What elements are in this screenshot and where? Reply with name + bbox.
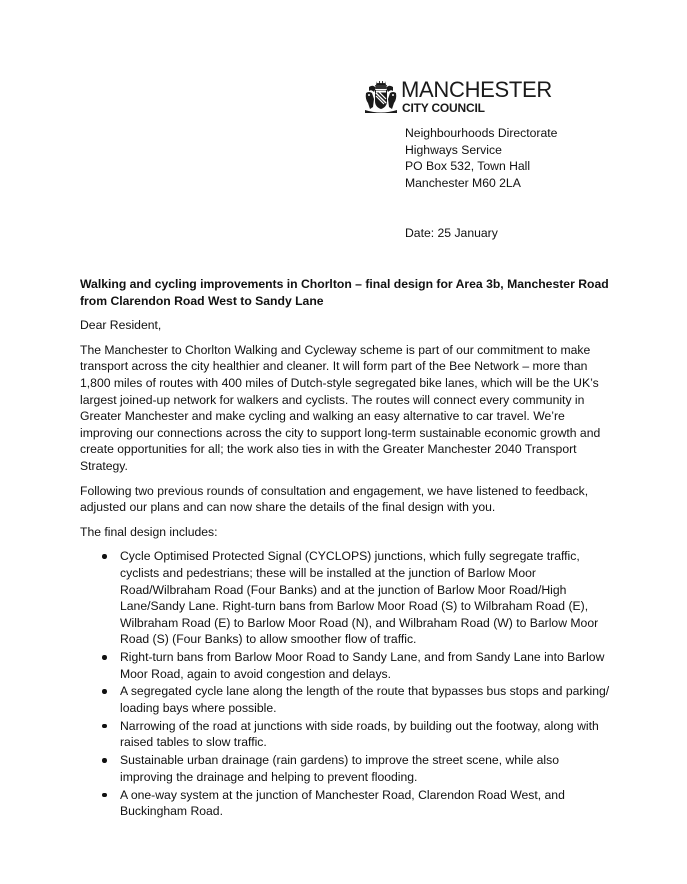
list-item-text: Right-turn bans from Barlow Moor Road to Sandy Lane, and from Sandy Lane into Barlow Moor Road, again to avoid congestion and delays. (120, 650, 605, 681)
letter-body (80, 276, 612, 821)
coat-of-arms-crest-icon (363, 79, 399, 115)
list-item (80, 649, 612, 682)
list-item-text: Cycle Optimised Protected Signal (CYCLOPS) junctions, which fully segregate traffic, cyclists and pedestrians; these will be installed at the junction of Barlow Moor Road/Wilbraham Road (Four Banks) and at the junction of Barlow Moor Road/High Lane/Sandy Lane. Right-turn bans from Barlow Moor Road (S) to Wilbraham Road (E), Wilbraham Road (E) to Barlow Moor Road (N), and Wilbraham Road (W) to Barlow Moor Road (S) (Four Banks) to allow smoother flow of traffic. (120, 549, 599, 647)
address-line-city-postcode: Manchester M60 2LA (405, 175, 521, 190)
address-line-service: Highways Service (405, 142, 502, 157)
council-logo (363, 77, 553, 118)
bullet-icon (102, 689, 107, 694)
address-line-directorate: Neighbourhoods Directorate (405, 126, 558, 140)
paragraph-consultation: Following two previous rounds of consultation and engagement, we have listened to feedback, adjusted our plans and can now share the details of the final design with you. (80, 483, 589, 515)
list-item-text: Narrowing of the road at junctions with side roads, by building out the footway, along with raised tables to slow traffic. (120, 718, 599, 750)
bullet-icon (102, 655, 107, 660)
list-item-text: Sustainable urban drainage (rain gardens) to improve the street scene, while also improving the drainage and helping to prevent flooding. (120, 753, 559, 784)
list-item (80, 787, 612, 820)
list-item (80, 548, 612, 648)
design-features-list (80, 548, 612, 819)
list-item-text: A segregated cycle lane along the length of the route that bypasses bus stops and parking/ loading bays where possible. (120, 684, 610, 716)
bullet-icon (102, 554, 107, 559)
paragraph-intro: The Manchester to Chorlton Walking and Cycleway scheme is part of our commitment to make transport across the city healthier and cleaner. It will form part of the Bee Network – more than 1,800 miles of routes with 400 miles of Dutch-style segregated bike lanes, which will be the UK’s largest joined-up network for walkers and cyclists. The routes will connect every community in Greater Manchester and make cycling and walking an easy alternative to car travel. We’re improving our connections across the city to support long-term sustainable economic growth and create opportunities for all; the work also ties in with the Greater Manchester 2040 Transport Strategy. (80, 342, 601, 473)
logo-title: MANCHESTER (401, 77, 553, 102)
list-item-text: A one-way system at the junction of Manchester Road, Clarendon Road West, and Buckingham Road. (120, 787, 565, 819)
paragraph-design-intro: The final design includes: (80, 524, 218, 539)
sender-address (405, 125, 557, 191)
letter-date: Date: 25 January (405, 226, 498, 240)
bullet-icon (102, 724, 107, 729)
list-item (80, 683, 612, 716)
list-item (80, 752, 612, 785)
bullet-icon (102, 758, 107, 763)
letter-subject: Walking and cycling improvements in Chorlton – final design for Area 3b, Manchester Road from Clarendon Road West to Sandy Lane (80, 277, 609, 308)
logo-subtitle: CITY COUNCIL (402, 101, 485, 115)
address-line-street: PO Box 532, Town Hall (405, 159, 531, 174)
bullet-icon (102, 793, 107, 798)
list-item (80, 718, 612, 751)
salutation: Dear Resident, (80, 318, 162, 333)
